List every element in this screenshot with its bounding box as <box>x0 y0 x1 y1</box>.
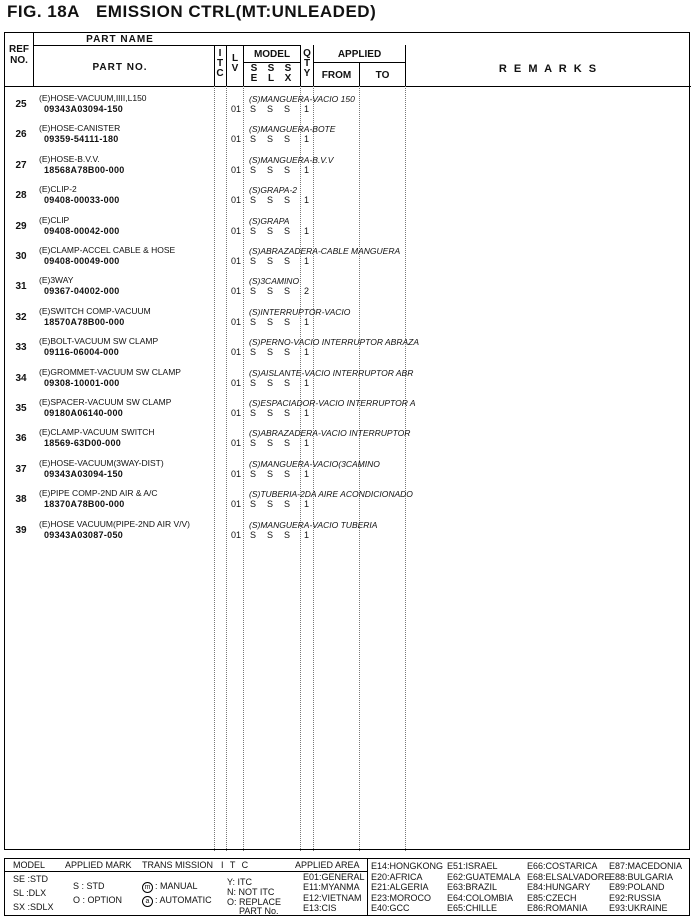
cell-sl: S <box>267 195 274 206</box>
part-name-header: PART NAME <box>86 34 154 45</box>
table-row <box>5 215 691 245</box>
applied-area-item: E14:HONGKONG <box>371 861 444 871</box>
cell-lv: 01 <box>231 104 242 114</box>
legend-model: SL :DLX <box>13 888 47 898</box>
part-number: 18568A78B00-000 <box>44 164 125 175</box>
cell-sx: S <box>284 408 291 418</box>
cell-qty: 1 <box>304 225 310 236</box>
itc-header <box>215 49 225 79</box>
legend-model-header: MODEL <box>13 860 46 870</box>
part-name: (E)SPACER-VACUUM SW CLAMP <box>39 397 172 407</box>
applied-area-item: E92:RUSSIA <box>609 892 662 903</box>
lv-header <box>230 54 240 74</box>
part-name: (E)GROMMET-VACUUM SW CLAMP <box>39 366 181 377</box>
table-row <box>5 306 691 336</box>
cell-lv: 01 <box>231 195 242 206</box>
part-name: (E)PIPE COMP-2ND AIR & A/C <box>39 488 158 499</box>
cell-qty: 2 <box>304 286 310 297</box>
cell-sl: S <box>267 529 274 540</box>
applied-area-item: E62:GUATEMALA <box>447 871 521 882</box>
part-number: 09308-10001-000 <box>44 377 120 388</box>
remark-text: (S)GRAPA-2 <box>249 185 298 196</box>
cell-lv: 01 <box>231 438 242 449</box>
cell-se: S <box>250 256 257 266</box>
part-name: (E)HOSE-CANISTER <box>39 123 121 134</box>
cell-lv: 01 <box>231 316 242 327</box>
figure-name: EMISSION CTRL(MT:UNLEADED) <box>95 2 377 21</box>
applied-area-item: E87:MACEDONIA <box>609 861 683 871</box>
part-number: 09180A06140-000 <box>44 408 124 418</box>
cell-sl: S <box>267 468 274 479</box>
ref-number: 37 <box>15 463 27 475</box>
remark-text: (S)MANGUERA-VACIO 150 <box>249 94 355 104</box>
ref-number: 28 <box>15 190 27 202</box>
remark-text: (S)INTERRUPTOR-VACIO <box>249 306 351 317</box>
cell-sl: S <box>267 408 274 418</box>
cell-se: S <box>250 468 257 479</box>
table-row <box>5 184 691 214</box>
part-name: (E)HOSE-VACUUM(3WAY-DIST) <box>39 457 164 468</box>
part-name: (E)CLIP-2 <box>39 184 77 195</box>
cell-sx: S <box>284 104 291 114</box>
cell-sx: S <box>284 316 291 327</box>
part-number: 09343A03094-150 <box>44 468 124 479</box>
applied-area-item: E11:MYANMA <box>303 882 360 892</box>
cell-lv: 01 <box>231 377 242 388</box>
from-header: FROM <box>321 70 352 81</box>
ref-number: 38 <box>15 494 27 506</box>
remark-text: (S)PERNO-VACIO INTERRUPTOR ABRAZA <box>249 337 420 348</box>
applied-area-item: E40:GCC <box>371 903 410 913</box>
applied-area-item: E66:COSTARICA <box>527 861 598 871</box>
cell-sx: S <box>284 195 291 206</box>
part-name: (E)HOSE-B.V.V. <box>39 153 100 164</box>
column-line <box>33 33 34 86</box>
qty-header-char: Q <box>303 48 311 59</box>
lv-header-char: L <box>231 53 239 64</box>
qty-header <box>302 49 312 79</box>
cell-lv: 01 <box>231 347 242 358</box>
applied-area-item: E84:HUNGARY <box>527 882 591 892</box>
table-row <box>5 397 691 427</box>
cell-sl: S <box>267 499 274 510</box>
ref-number: 35 <box>15 403 27 414</box>
table-row <box>5 427 691 457</box>
itc-header-char: I <box>218 48 222 59</box>
model-col-char: S <box>284 63 292 74</box>
model-col-char: S <box>250 63 258 74</box>
remark-text: (S)ABRAZADERA-VACIO INTERRUPTOR <box>249 428 411 439</box>
cell-se: S <box>250 286 257 297</box>
cell-sl: S <box>267 164 274 175</box>
table-row <box>5 154 691 184</box>
header-line <box>33 45 301 46</box>
applied-area-item: E63:BRAZIL <box>447 882 498 892</box>
table-row <box>5 123 691 153</box>
cell-lv: 01 <box>231 134 242 145</box>
cell-lv: 01 <box>231 164 242 175</box>
cell-qty: 1 <box>304 408 310 418</box>
cell-sl: S <box>267 377 274 388</box>
model-col-char: X <box>284 73 292 84</box>
cell-qty: 1 <box>304 104 310 114</box>
cell-qty: 1 <box>304 195 310 206</box>
applied-area-item: E88:BULGARIA <box>609 871 674 882</box>
cell-se: S <box>250 195 257 206</box>
cell-sx: S <box>284 438 291 449</box>
cell-sl: S <box>267 225 274 236</box>
cell-sx: S <box>284 134 291 145</box>
cell-lv: 01 <box>231 529 242 540</box>
cell-sx: S <box>284 164 291 175</box>
applied-area-item: E01:GENERAL <box>303 871 365 882</box>
legend-itc-header: I T C <box>221 860 251 870</box>
applied-area-item: E89:POLAND <box>609 882 665 892</box>
model-col-se <box>249 64 259 84</box>
cell-se: S <box>250 316 257 327</box>
legend-itc: O: REPLACE <box>227 897 282 907</box>
applied-area-item: E65:CHILLE <box>447 903 498 913</box>
applied-area-item: E86:ROMANIA <box>527 903 588 913</box>
remark-text: (S)ABRAZADERA-CABLE MANGUERA <box>249 246 401 256</box>
table-row <box>5 245 691 275</box>
legend-trans-header: TRANS MISSION <box>142 860 214 870</box>
itc-header-char: C <box>216 68 224 79</box>
model-header: MODEL <box>253 49 291 60</box>
applied-areas <box>5 859 691 915</box>
remarks-header: R E M A R K S <box>498 63 599 75</box>
legend-mark: S : STD <box>73 881 105 891</box>
cell-se: S <box>250 225 257 236</box>
remark-text: (S)MANGUERA-VACIO(3CAMINO <box>249 458 380 469</box>
legend-itc: Y: ITC <box>227 877 253 887</box>
model-col-sl <box>266 64 276 84</box>
cell-lv: 01 <box>231 499 242 510</box>
ref-number: 36 <box>15 433 27 445</box>
remark-text: (S)3CAMINO <box>249 276 300 287</box>
lv-header-char: V <box>231 63 239 74</box>
cell-qty: 1 <box>304 468 310 479</box>
cell-qty: 1 <box>304 529 310 540</box>
applied-area-item: E12:VIETNAM <box>303 892 362 903</box>
table-row <box>5 367 691 397</box>
cell-lv: 01 <box>231 286 242 297</box>
ref-number: 26 <box>15 129 27 141</box>
cell-sx: S <box>284 499 291 510</box>
table-row <box>5 336 691 366</box>
remark-text: (S)AISLANTE-VACIO INTERRUPTOR ABR <box>249 367 414 378</box>
cell-sx: S <box>284 377 291 388</box>
ref-number: 27 <box>15 159 27 171</box>
remark-text: (S)ESPACIADOR-VACIO INTERRUPTOR A <box>249 398 416 408</box>
cell-lv: 01 <box>231 256 242 266</box>
legend-box <box>4 858 690 916</box>
part-name: (E)BOLT-VACUUM SW CLAMP <box>39 336 159 347</box>
ref-number: 31 <box>15 281 27 293</box>
cell-qty: 1 <box>304 377 310 388</box>
cell-se: S <box>250 408 257 418</box>
ref-number: 39 <box>15 524 27 536</box>
part-number: 09367-04002-000 <box>44 286 120 297</box>
applied-area-item: E64:COLOMBIA <box>447 892 514 903</box>
legend-mark: O : OPTION <box>73 895 123 905</box>
applied-area-item: E93:UKRAINE <box>609 903 668 913</box>
table-row <box>5 93 691 123</box>
cell-qty: 1 <box>304 256 310 266</box>
ref-number: 25 <box>15 99 27 110</box>
automatic-mark-icon: a <box>142 896 153 907</box>
remark-text: (S)MANGUERA-VACIO TUBERIA <box>249 519 378 530</box>
ref-number: 34 <box>15 372 27 384</box>
ref-number: 29 <box>15 220 27 232</box>
ref-number: 30 <box>15 251 27 262</box>
ref-number: 32 <box>15 311 27 323</box>
cell-sx: S <box>284 256 291 266</box>
legend-model: SX :SDLX <box>13 902 54 912</box>
page-title <box>7 2 376 22</box>
column-line <box>226 45 227 86</box>
cell-sl: S <box>267 438 274 449</box>
figure-number: FIG. 18A <box>7 2 80 21</box>
cell-lv: 01 <box>231 468 242 479</box>
cell-lv: 01 <box>231 225 242 236</box>
to-header: TO <box>375 70 390 81</box>
applied-area-item: E13:CIS <box>303 903 337 913</box>
part-name: (E)3WAY <box>39 275 74 286</box>
part-name: (E)CLAMP-ACCEL CABLE & HOSE <box>39 245 176 255</box>
cell-se: S <box>250 438 257 449</box>
cell-se: S <box>250 377 257 388</box>
cell-sl: S <box>267 316 274 327</box>
part-number: 18570A78B00-000 <box>44 316 125 327</box>
cell-qty: 1 <box>304 347 310 358</box>
applied-area-item: E51:ISRAEL <box>447 861 498 871</box>
legend-mark-header: APPLIED MARK <box>65 860 132 870</box>
remark-text: (S)GRAPA <box>249 215 290 226</box>
manual-mark-icon: m <box>142 882 153 893</box>
no-header: NO. <box>10 55 28 66</box>
part-name: (E)SWITCH COMP-VACUUM <box>39 305 151 316</box>
part-number: 09408-00042-000 <box>44 225 120 236</box>
column-line <box>300 45 301 86</box>
parts-rows <box>5 93 691 553</box>
legend-area-header: APPLIED AREA <box>295 860 360 870</box>
part-number: 09359-54111-180 <box>44 134 119 145</box>
ref-header: REF <box>9 44 29 55</box>
part-name: (E)HOSE VACUUM(PIPE-2ND AIR V/V) <box>39 518 190 529</box>
cell-qty: 1 <box>304 316 310 327</box>
parts-table <box>4 32 690 850</box>
header-bottom-line <box>5 86 691 87</box>
remark-text: (S)MANGUERA-B.V.V <box>249 154 334 165</box>
legend-trans-label: : AUTOMATIC <box>155 895 212 905</box>
cell-sx: S <box>284 529 291 540</box>
cell-se: S <box>250 134 257 145</box>
part-name: (E)CLIP <box>39 214 70 225</box>
qty-header-char: T <box>303 58 311 69</box>
itc-header-char: T <box>216 58 224 69</box>
part-no-header: PART NO. <box>92 62 148 73</box>
cell-sl: S <box>267 134 274 145</box>
cell-sx: S <box>284 286 291 297</box>
part-number: 18370A78B00-000 <box>44 499 125 510</box>
cell-sx: S <box>284 347 291 358</box>
part-number: 09408-00049-000 <box>44 256 120 266</box>
applied-header: APPLIED <box>337 49 382 60</box>
cell-sl: S <box>267 286 274 297</box>
cell-qty: 1 <box>304 164 310 175</box>
applied-area-item: E21:ALGERIA <box>371 882 429 892</box>
cell-sx: S <box>284 225 291 236</box>
applied-area-item: E68:ELSALVADORE <box>527 871 611 882</box>
part-name: (E)HOSE-VACUUM,IIII,L150 <box>39 93 147 103</box>
model-col-char: E <box>250 73 258 84</box>
part-name: (E)CLAMP-VACUUM SWITCH <box>39 427 155 438</box>
model-col-sx <box>283 64 293 84</box>
cell-sl: S <box>267 256 274 266</box>
cell-se: S <box>250 164 257 175</box>
remark-text: (S)TUBERIA-2DA AIRE ACONDICIONADO <box>249 489 413 500</box>
table-row <box>5 458 691 488</box>
applied-area-item: E23:MOROCO <box>371 892 432 903</box>
model-col-char: L <box>267 73 275 84</box>
cell-se: S <box>250 104 257 114</box>
remark-text: (S)MANGUERA-BOTE <box>249 124 336 135</box>
table-row <box>5 488 691 518</box>
legend-model: SE :STD <box>13 874 49 884</box>
cell-se: S <box>250 529 257 540</box>
cell-qty: 1 <box>304 134 310 145</box>
part-number: 18569-63D00-000 <box>44 438 122 449</box>
table-row <box>5 519 691 549</box>
legend-itc: N: NOT ITC <box>227 887 275 897</box>
part-number: 09343A03087-050 <box>44 529 124 540</box>
cell-sx: S <box>284 468 291 479</box>
part-number: 09408-00033-000 <box>44 195 120 206</box>
cell-qty: 1 <box>304 499 310 510</box>
applied-area-item: E20:AFRICA <box>371 871 423 882</box>
cell-se: S <box>250 499 257 510</box>
cell-se: S <box>250 347 257 358</box>
legend-itc: PART No. <box>239 906 279 916</box>
ref-number: 33 <box>15 342 27 354</box>
model-col-char: S <box>267 63 275 74</box>
table-row <box>5 275 691 305</box>
cell-sl: S <box>267 104 274 114</box>
applied-area-item: E85:CZECH <box>527 892 577 903</box>
part-number: 09116-06004-000 <box>44 347 120 358</box>
cell-sl: S <box>267 347 274 358</box>
qty-header-char: Y <box>303 68 311 79</box>
cell-lv: 01 <box>231 408 242 418</box>
cell-qty: 1 <box>304 438 310 449</box>
part-number: 09343A03094-150 <box>44 104 124 114</box>
legend-trans-label: : MANUAL <box>155 881 198 891</box>
